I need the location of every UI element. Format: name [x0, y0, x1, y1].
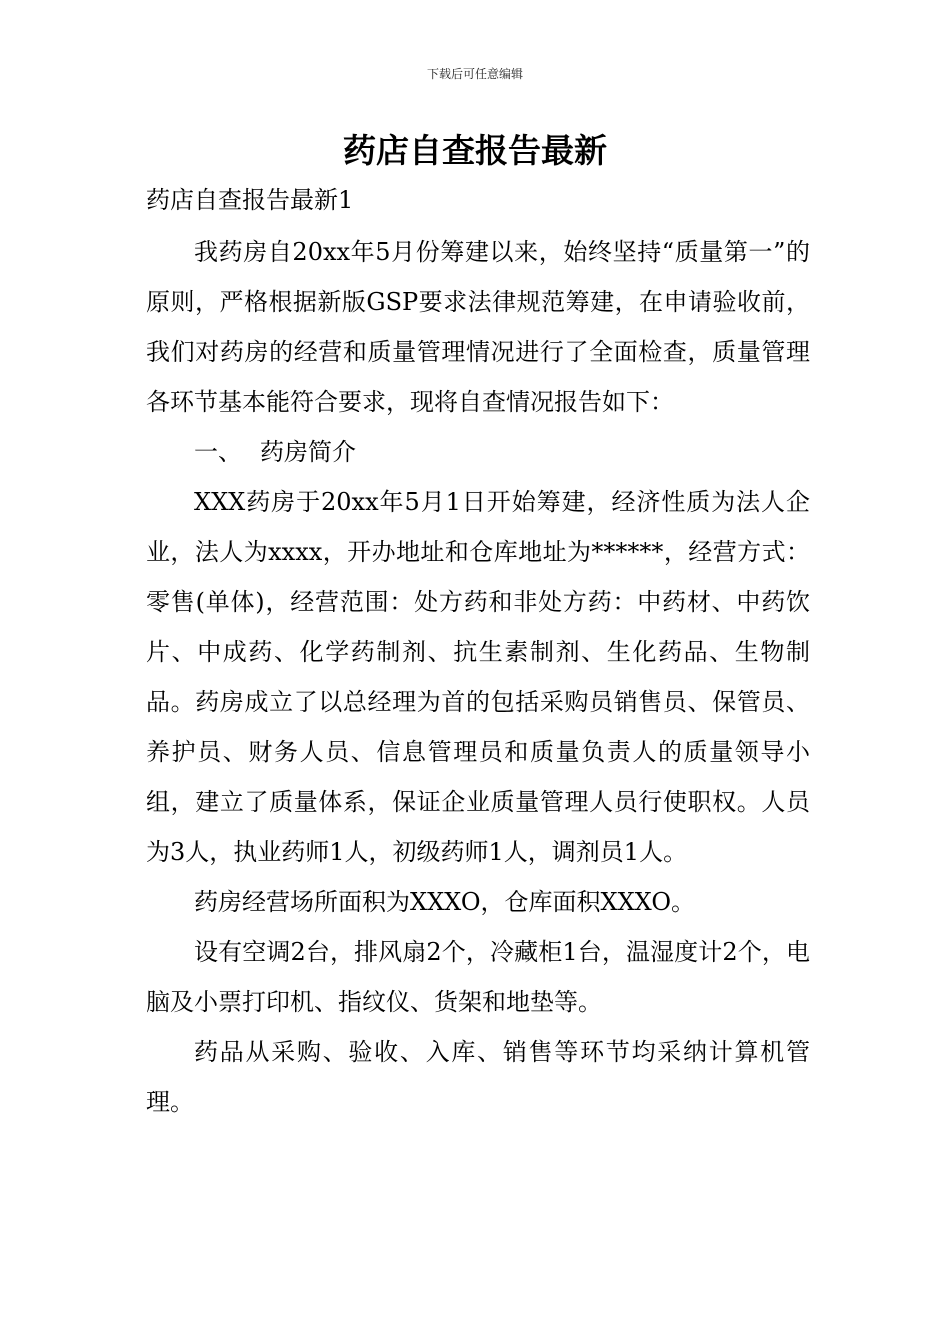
paragraph-area: 药房经营场所面积为XXXO，仓库面积XXXO。 — [194, 888, 696, 916]
document-subtitle: 药店自查报告最新1 — [146, 186, 354, 214]
section-title: 药房简介 — [260, 438, 356, 466]
section-heading-1 — [146, 427, 810, 477]
header-note: 下载后可任意编辑 — [426, 67, 523, 81]
paragraph-pharmacy-profile: XXX药房于20xx年5月1日开始筹建，经济性质为法人企业，法人为xxxx，开办地址和仓库地址为******，经营方式：零售(单体)，经营范围：处方药和非处方药：中药材、中药饮片、中成药、化学药制剂、抗生素制剂、生化药品、生物制品。药房成立了以总经理为首的包括采购员销售员、保管员、养护员、财务人员、信息管理员和质量负责人的质量领导小组，建立了质量体系，保证企业质量管理人员行使职权。人员为3人，执业药师1人，初级药师1人，调剂员1人。 — [146, 488, 810, 866]
document-body — [146, 227, 810, 1127]
section-number: 一、 — [194, 438, 242, 466]
paragraph-intro: 我药房自20xx年5月份筹建以来，始终坚持“质量第一”的原则，严格根据新版GSP要求法律规范筹建，在申请验收前，我们对药房的经营和质量管理情况进行了全面检查，质量管理各环节基本能符合要求，现将自查情况报告如下： — [146, 238, 810, 416]
paragraph-computer-management: 药品从采购、验收、入库、销售等环节均采纳计算机管理。 — [146, 1038, 810, 1116]
paragraph-equipment: 设有空调2台，排风扇2个，冷藏柜1台，温湿度计2个，电脑及小票打印机、指纹仪、货架和地垫等。 — [146, 938, 810, 1016]
document-title: 药店自查报告最新 — [343, 131, 607, 170]
